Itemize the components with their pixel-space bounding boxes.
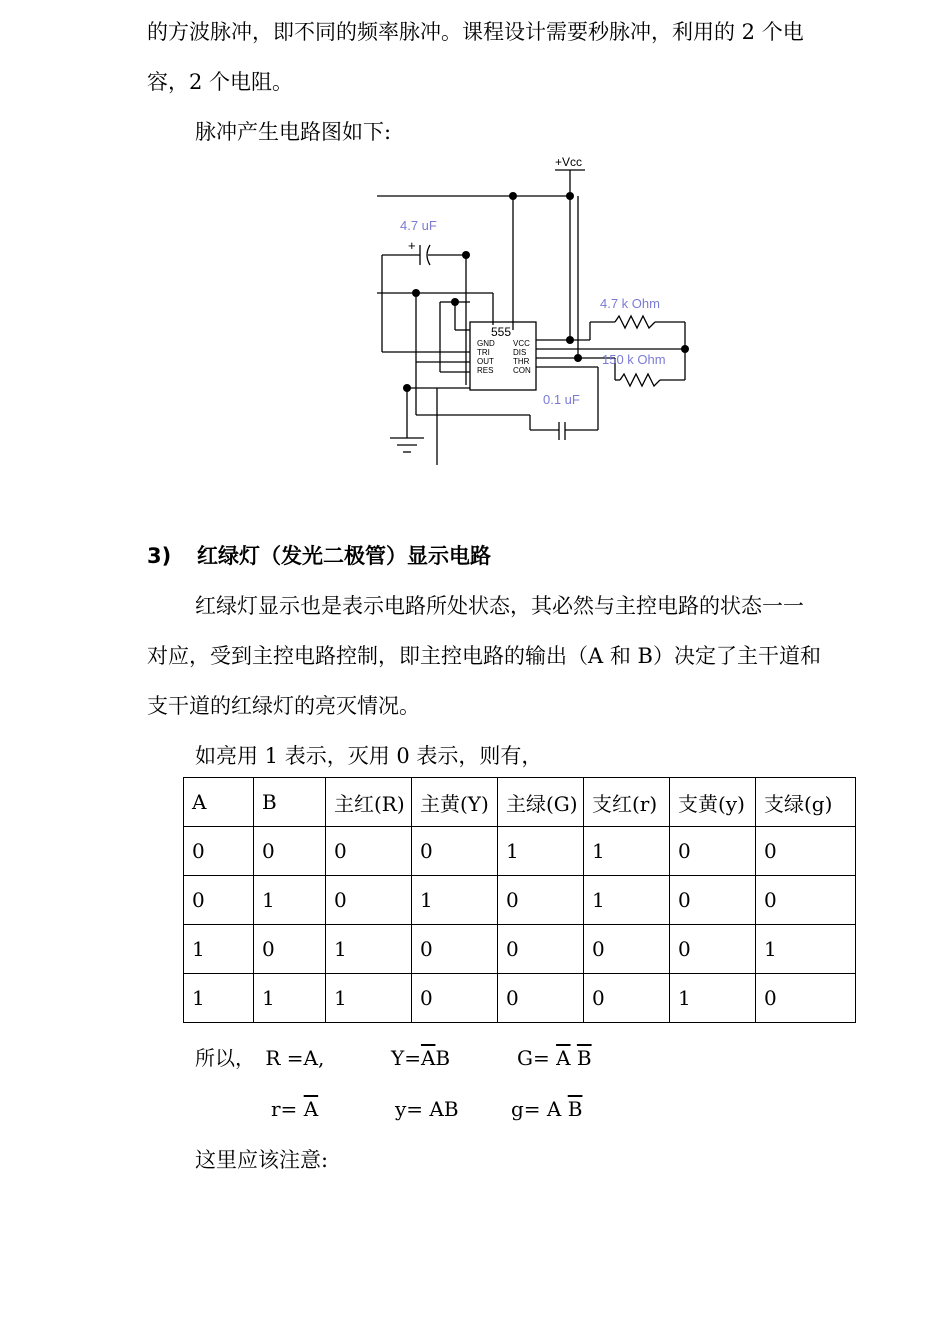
- header-cell: 支红(r): [584, 778, 670, 827]
- paragraph-line: 容，2 个电阻。: [147, 70, 294, 94]
- table-row: [184, 925, 856, 974]
- pin-tri: TRI: [477, 348, 490, 357]
- table-cell: 0: [670, 925, 756, 974]
- table-cell: 1: [412, 876, 498, 925]
- table-cell: 0: [670, 827, 756, 876]
- header-cell: 主红(R): [326, 778, 412, 827]
- vcc-label: +Vcc: [555, 155, 583, 169]
- table-cell: 0: [756, 827, 856, 876]
- resistor-2-label: 150 k Ohm: [602, 352, 666, 367]
- table-row: [184, 876, 856, 925]
- section-number: 3): [147, 544, 172, 568]
- formula-g: g= A $\overline{B}$: [511, 1097, 583, 1121]
- formula-prefix: 所以，: [195, 1046, 255, 1070]
- table-header-row: [184, 778, 856, 827]
- table-cell: 0: [584, 974, 670, 1023]
- header-cell: 支绿(g): [756, 778, 856, 827]
- capacitor-1-label: 4.7 uF: [400, 218, 437, 233]
- formula-Y: $Y=\overline{A}B$: [391, 1046, 451, 1070]
- header-cell: A: [184, 778, 254, 827]
- pulse-circuit-diagram: [360, 150, 700, 470]
- table-cell: 1: [326, 974, 412, 1023]
- paragraph-line: 红绿灯显示也是表示电路所处状态，其必然与主控电路的状态一一: [195, 594, 804, 618]
- paragraph-line: 脉冲产生电路图如下:: [195, 120, 392, 144]
- chip-label: 555: [491, 325, 512, 339]
- table-cell: 0: [412, 827, 498, 876]
- table-cell: 0: [412, 925, 498, 974]
- table-cell: 0: [326, 827, 412, 876]
- paragraph-line: 的方波脉冲，即不同的频率脉冲。课程设计需要秒脉冲，利用的 2 个电: [147, 20, 804, 44]
- table-row: [184, 827, 856, 876]
- header-cell: B: [254, 778, 326, 827]
- header-cell: 支黄(y): [670, 778, 756, 827]
- truth-table: [183, 777, 856, 1023]
- formula-r: $r= \overline{A}$: [271, 1097, 319, 1121]
- header-cell: 主绿(G): [498, 778, 584, 827]
- table-cell: 1: [254, 876, 326, 925]
- resistor-1-label: 4.7 k Ohm: [600, 296, 660, 311]
- table-cell: 1: [756, 925, 856, 974]
- table-cell: 0: [184, 876, 254, 925]
- section-title: 红绿灯（发光二极管）显示电路: [197, 544, 491, 568]
- section-heading: [147, 542, 491, 570]
- table-cell: 1: [326, 925, 412, 974]
- pin-gnd: GND: [477, 339, 495, 348]
- table-cell: 1: [254, 974, 326, 1023]
- table-cell: 1: [670, 974, 756, 1023]
- table-cell: 0: [412, 974, 498, 1023]
- pin-vcc: VCC: [513, 339, 530, 348]
- formula-G: $G= \overline{A}$ $\overline{B}$: [517, 1046, 592, 1070]
- table-cell: 0: [326, 876, 412, 925]
- table-cell: 0: [670, 876, 756, 925]
- table-cell: 1: [184, 974, 254, 1023]
- table-cell: 0: [498, 876, 584, 925]
- table-cell: 0: [184, 827, 254, 876]
- table-cell: 0: [756, 974, 856, 1023]
- capacitor-2-label: 0.1 uF: [543, 392, 580, 407]
- table-cell: 0: [498, 974, 584, 1023]
- paragraph-line: 对应，受到主控电路控制，即主控电路的输出（A 和 B）决定了主干道和: [147, 644, 821, 668]
- pin-dis: DIS: [513, 348, 527, 357]
- table-cell: 0: [254, 925, 326, 974]
- table-cell: 0: [584, 925, 670, 974]
- table-cell: 0: [254, 827, 326, 876]
- table-cell: 0: [498, 925, 584, 974]
- pin-thr: THR: [513, 357, 530, 366]
- paragraph-line: 如亮用 1 表示，灭用 0 表示，则有，: [195, 744, 543, 768]
- note-line: 这里应该注意:: [195, 1148, 329, 1172]
- capacitor-plus-sign: +: [408, 238, 416, 253]
- formula-R: R =A,: [265, 1046, 325, 1070]
- table-cell: 1: [184, 925, 254, 974]
- paragraph-line: 支干道的红绿灯的亮灭情况。: [147, 694, 420, 718]
- table-row: [184, 974, 856, 1023]
- table-cell: 1: [584, 827, 670, 876]
- formula-line-1: [195, 1045, 592, 1071]
- table-cell: 1: [584, 876, 670, 925]
- formula-y: y= AB: [395, 1097, 459, 1121]
- table-cell: 0: [756, 876, 856, 925]
- pin-out: OUT: [477, 357, 494, 366]
- table-cell: 1: [498, 827, 584, 876]
- pin-con: CON: [513, 366, 531, 375]
- pin-res: RES: [477, 366, 494, 375]
- header-cell: 主黄(Y): [412, 778, 498, 827]
